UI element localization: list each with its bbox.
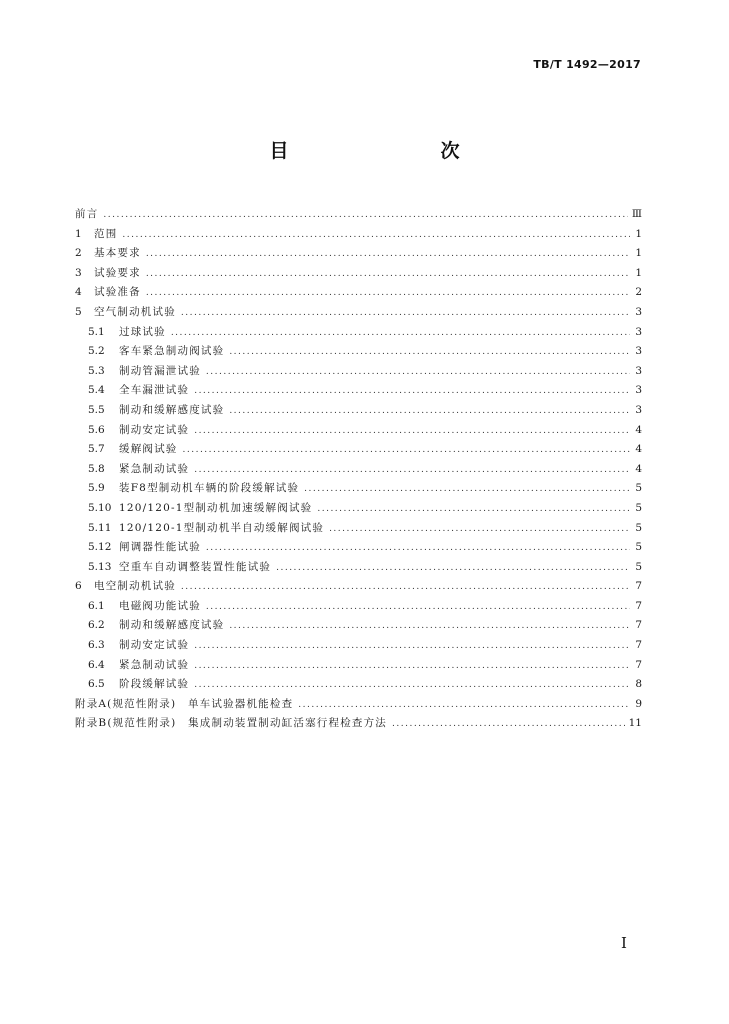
- toc-leader-dots: [171, 324, 630, 344]
- toc-entry[interactable]: [75, 323, 642, 343]
- toc-leader-dots: [183, 441, 631, 461]
- toc-entry-number: 5.13: [88, 560, 112, 573]
- toc-entry-label: 制动管漏泄试验: [119, 364, 201, 377]
- toc-entry-label: 制动和缓解感度试验: [119, 403, 225, 416]
- toc-entry-page: 5: [635, 541, 642, 554]
- toc-entry-page: 3: [635, 403, 642, 416]
- toc-entry-number: 5.1: [88, 325, 105, 338]
- toc-entry-number: 1: [75, 227, 82, 240]
- toc-entry[interactable]: [75, 381, 642, 401]
- toc-entry-number: 5.5: [88, 403, 105, 416]
- toc-entry[interactable]: [75, 440, 642, 460]
- toc-entry-label: 客车紧急制动阀试验: [119, 345, 225, 358]
- page-title: 目 次: [269, 140, 498, 162]
- toc-entry[interactable]: [75, 225, 642, 245]
- toc-entry-page: 5: [635, 482, 642, 495]
- toc-entry-label: 缓解阀试验: [119, 443, 178, 456]
- toc-entry-page: 7: [635, 619, 642, 632]
- toc-entry-page: 4: [635, 443, 642, 456]
- toc-entry-label: 120/120-1型制动机半自动缓解阀试验: [119, 521, 325, 534]
- toc-entry[interactable]: [75, 283, 642, 303]
- toc-entry[interactable]: [75, 205, 642, 225]
- toc-entry-number: 6.4: [88, 658, 105, 671]
- toc-entry-label: 附录B(规范性附录) 集成制动装置制动缸活塞行程检查方法: [75, 717, 388, 730]
- toc-leader-dots: [146, 265, 630, 285]
- toc-entry-page: 7: [635, 639, 642, 652]
- toc-entry-number: 6.3: [88, 639, 105, 652]
- toc-entry[interactable]: [75, 303, 642, 323]
- toc-entry-label: 前言: [75, 208, 99, 220]
- toc-leader-dots: [206, 363, 630, 383]
- toc-leader-dots: [317, 500, 630, 520]
- toc-entry-label: 紧急制动试验: [119, 462, 190, 475]
- toc-entry-label: 空气制动机试验: [94, 305, 176, 318]
- toc-entry[interactable]: [75, 577, 642, 597]
- toc-leader-dots: [194, 657, 630, 677]
- toc-leader-dots: [229, 617, 630, 637]
- toc-leader-dots: [304, 480, 630, 500]
- toc-entry-label: 闸调器性能试验: [119, 541, 201, 554]
- toc-entry-number: 5: [75, 305, 82, 318]
- standard-code: TB/T 1492—2017: [533, 58, 641, 71]
- toc-entry-label: 基本要求: [94, 247, 141, 260]
- toc-entry-number: 6.2: [88, 619, 105, 632]
- toc-entry[interactable]: [75, 401, 642, 421]
- toc-entry-number: 5.4: [88, 384, 105, 397]
- toc-entry-label: 试验准备: [94, 286, 141, 299]
- toc-entry-page: 8: [635, 678, 642, 691]
- toc-entry-number: 3: [75, 266, 82, 279]
- toc-entry-number: 5.9: [88, 482, 105, 495]
- toc-leader-dots: [229, 402, 630, 422]
- toc-entry-number: 5.2: [88, 345, 105, 358]
- toc-leader-dots: [329, 520, 630, 540]
- toc-leader-dots: [194, 422, 630, 442]
- toc-entry-page: 3: [635, 384, 642, 397]
- toc-entry-number: 6: [75, 580, 82, 593]
- toc-entry[interactable]: [75, 342, 642, 362]
- toc-leader-dots: [194, 676, 630, 696]
- toc-entry-page: 7: [635, 599, 642, 612]
- toc-entry-label: 全车漏泄试验: [119, 384, 190, 397]
- toc-entry-page: 1: [635, 227, 642, 240]
- toc-leader-dots: [181, 304, 630, 324]
- toc-entry-page: 3: [635, 364, 642, 377]
- toc-entry-number: 6.1: [88, 599, 105, 612]
- toc-entry-label: 装F8型制动机车辆的阶段缓解试验: [119, 482, 300, 495]
- toc-entry[interactable]: [75, 656, 642, 676]
- toc-entry-number: 5.6: [88, 423, 105, 436]
- toc-entry-label: 制动安定试验: [119, 423, 190, 436]
- toc-leader-dots: [103, 206, 627, 226]
- toc-entry-page: Ⅲ: [631, 208, 642, 220]
- toc-entry-number: 5.7: [88, 443, 105, 456]
- toc-entry-page: 5: [635, 560, 642, 573]
- toc-entry[interactable]: [75, 675, 642, 695]
- toc-leader-dots: [206, 539, 630, 559]
- toc-entry-label: 范围: [94, 227, 118, 240]
- toc-entry-page: 2: [635, 286, 642, 299]
- toc-entry-page: 1: [635, 266, 642, 279]
- toc-entry-label: 电空制动机试验: [94, 580, 176, 593]
- toc-entry[interactable]: [75, 558, 642, 578]
- toc-entry[interactable]: [75, 616, 642, 636]
- toc-entry-label: 空重车自动调整装置性能试验: [119, 560, 272, 573]
- toc-leader-dots: [181, 578, 630, 598]
- toc-leader-dots: [194, 382, 630, 402]
- toc-leader-dots: [229, 343, 630, 363]
- toc-entry-label: 制动和缓解感度试验: [119, 619, 225, 632]
- toc-entry-page: 3: [635, 325, 642, 338]
- toc-entry-number: 5.8: [88, 462, 105, 475]
- toc-entry-page: 4: [635, 423, 642, 436]
- toc-entry[interactable]: [75, 421, 642, 441]
- toc-entry-page: 7: [635, 580, 642, 593]
- toc-entry[interactable]: [75, 244, 642, 264]
- toc-leader-dots: [194, 637, 630, 657]
- toc-entry-page: 5: [635, 501, 642, 514]
- toc-entry[interactable]: [75, 362, 642, 382]
- toc-entry-number: 5.11: [88, 521, 112, 534]
- toc-entry-label: 附录A(规范性附录) 单车试验器机能检查: [75, 697, 294, 710]
- toc-entry-page: 4: [635, 462, 642, 475]
- toc-entry-label: 试验要求: [94, 266, 141, 279]
- toc-entry-page: 3: [635, 305, 642, 318]
- toc-entry-page: 5: [635, 521, 642, 534]
- toc-entry-page: 3: [635, 345, 642, 358]
- toc-entry-number: 2: [75, 247, 82, 260]
- toc-entry-number: 5.10: [88, 501, 112, 514]
- toc-entry-page: 7: [635, 658, 642, 671]
- toc-entry-label: 制动安定试验: [119, 639, 190, 652]
- toc-entry-page: 9: [635, 697, 642, 710]
- toc-entry-label: 过球试验: [119, 325, 166, 338]
- toc-entry[interactable]: [75, 597, 642, 617]
- toc-leader-dots: [276, 559, 630, 579]
- toc-entry[interactable]: [75, 636, 642, 656]
- toc-leader-dots: [194, 461, 630, 481]
- toc-entry-number: 5.12: [88, 541, 112, 554]
- table-of-contents: [75, 205, 642, 734]
- toc-entry-number: 6.5: [88, 678, 105, 691]
- page-number: I: [621, 934, 627, 952]
- toc-entry-number: 4: [75, 286, 82, 299]
- toc-entry[interactable]: [75, 499, 642, 519]
- toc-leader-dots: [146, 245, 630, 265]
- toc-entry-label: 电磁阀功能试验: [119, 599, 201, 612]
- toc-entry-number: 5.3: [88, 364, 105, 377]
- toc-leader-dots: [146, 284, 630, 304]
- toc-entry[interactable]: [75, 695, 642, 715]
- toc-entry[interactable]: [75, 479, 642, 499]
- toc-leader-dots: [122, 226, 630, 246]
- toc-entry[interactable]: [75, 714, 642, 734]
- toc-entry[interactable]: [75, 519, 642, 539]
- toc-entry-label: 紧急制动试验: [119, 658, 190, 671]
- toc-entry[interactable]: [75, 460, 642, 480]
- toc-entry[interactable]: [75, 538, 642, 558]
- toc-entry-label: 120/120-1型制动机加速缓解阀试验: [119, 501, 313, 514]
- toc-leader-dots: [298, 696, 630, 716]
- toc-entry-label: 阶段缓解试验: [119, 678, 190, 691]
- toc-entry[interactable]: [75, 264, 642, 284]
- toc-entry-page: 11: [628, 717, 642, 730]
- toc-leader-dots: [206, 598, 630, 618]
- toc-entry-page: 1: [635, 247, 642, 260]
- toc-leader-dots: [392, 715, 625, 735]
